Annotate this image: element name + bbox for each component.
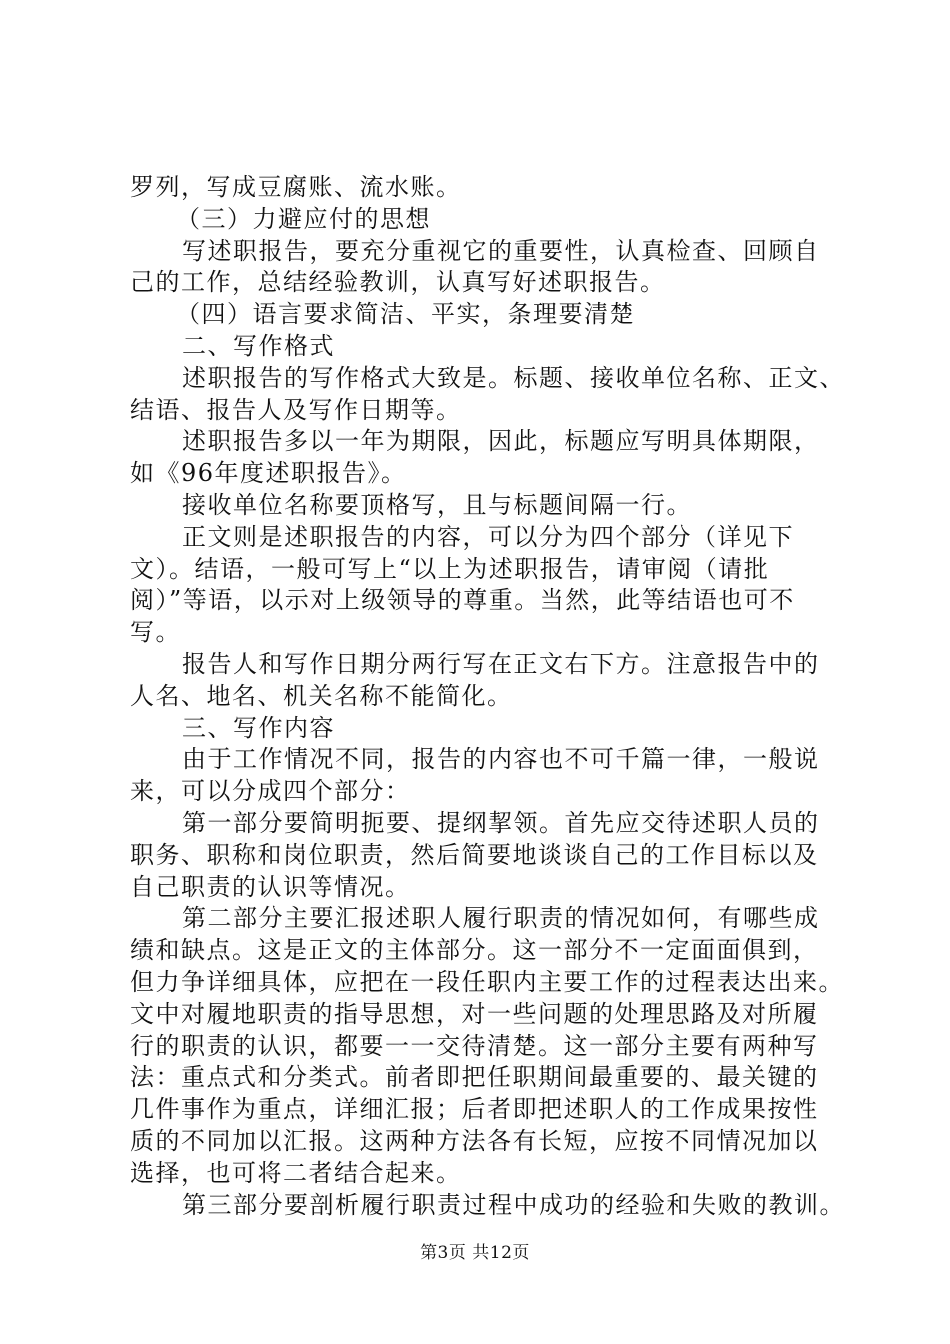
- text-line: 述职报告多以一年为期限，因此，标题应写明具体期限，: [182, 427, 820, 456]
- text-line: 来，可以分成四个部分：: [130, 777, 411, 806]
- text-line: 罗列，写成豆腐账、流水账。: [130, 173, 462, 201]
- section-heading: （三）力避应付的思想: [176, 204, 431, 233]
- text-line: 由于工作情况不同，报告的内容也不可千篇一律，一般说: [182, 745, 820, 774]
- text-line: 接收单位名称要顶格写，且与标题间隔一行。: [182, 490, 692, 519]
- section-heading: 二、写作格式: [182, 331, 335, 360]
- text-line: 阅）”等语，以示对上级领导的尊重。当然，此等结语也可不: [130, 586, 795, 615]
- text-line: 选择，也可将二者结合起来。: [130, 1158, 462, 1187]
- text-line: 职务、职称和岗位职责，然后简要地谈谈自己的工作目标以及: [130, 840, 819, 869]
- text-line: 自己职责的认识等情况。: [130, 872, 411, 901]
- text-line: 报告人和写作日期分两行写在正文右下方。注意报告中的: [182, 649, 820, 678]
- text-line: 写述职报告，要充分重视它的重要性，认真检查、回顾自: [182, 236, 820, 265]
- text-line: 述职报告的写作格式大致是。标题、接收单位名称、正文、: [182, 363, 845, 392]
- text-line: 绩和缺点。这是正文的主体部分。这一部分不一定面面俱到，: [130, 936, 819, 965]
- text-line: 质的不同加以汇报。这两种方法各有长短，应按不同情况加以: [130, 1126, 819, 1155]
- page-number-footer: 第3页 共12页: [420, 1243, 530, 1263]
- section-heading: 三、写作内容: [182, 713, 335, 742]
- text-line: 第三部分要剖析履行职责过程中成功的经验和失败的教训。: [182, 1190, 845, 1219]
- text-line: 文）。结语，一般可写上“以上为述职报告，请审阅（请批: [130, 554, 770, 583]
- text-line: 几件事作为重点，详细汇报；后者即把述职人的工作成果按性: [130, 1095, 819, 1124]
- text-line: 人名、地名、机关名称不能简化。: [130, 681, 513, 710]
- text-line: 法：重点式和分类式。前者即把任职期间最重要的、最关键的: [130, 1063, 819, 1092]
- text-line: 第一部分要简明扼要、提纲挈领。首先应交待述职人员的: [182, 808, 820, 837]
- section-heading: （四）语言要求简洁、平实，条理要清楚: [176, 300, 635, 329]
- document-body: [130, 172, 845, 1221]
- text-line: 第二部分主要汇报述职人履行职责的情况如何，有哪些成: [182, 904, 820, 933]
- text-line: 但力争详细具体，应把在一段任职内主要工作的过程表达出来。: [130, 967, 844, 996]
- text-line: 写。: [130, 618, 181, 647]
- text-line: 结语、报告人及写作日期等。: [130, 395, 462, 424]
- text-line: 文中对履地职责的指导思想，对一些问题的处理思路及对所履: [130, 999, 819, 1028]
- text-line: 行的职责的认识，都要一一交待清楚。这一部分主要有两种写: [130, 1031, 819, 1060]
- text-line: 己的工作，总结经验教训，认真写好述职报告。: [130, 268, 666, 297]
- text-line: 正文则是述职报告的内容，可以分为四个部分（详见下: [182, 522, 794, 551]
- text-line: 如《96年度述职报告》。: [130, 459, 407, 488]
